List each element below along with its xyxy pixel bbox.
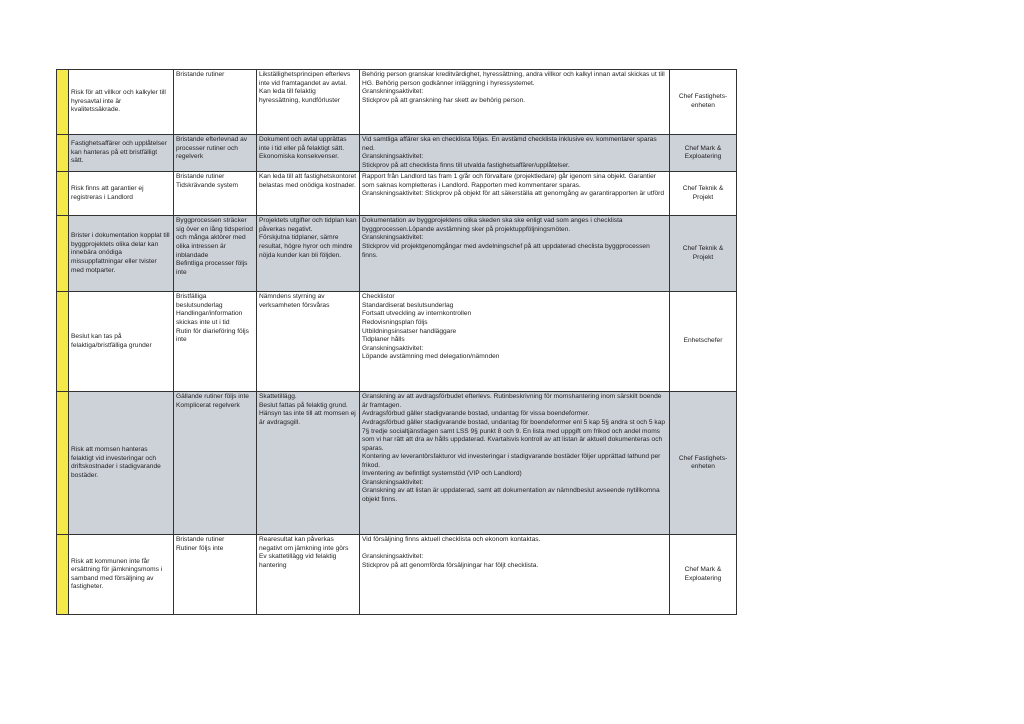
table-row (57, 135, 737, 172)
yellow-marker-cell (57, 172, 69, 216)
consequence-line: Beslut fattas på felaktig grund. (259, 401, 348, 409)
responsible-cell: Enhetschefer (670, 292, 737, 392)
risk-cell: Risk för att villkor och kalkyler till hyresavtal inte är kvalitetssäkrade. (69, 70, 174, 135)
cause-line: Rutin för diarieföring följs inte (176, 327, 249, 344)
consequence-line: Rearesultat kan påverkas negativt om jämkning inte görs (259, 536, 349, 552)
risk-cell: Brister i dokumentation kopplat till byggprojektets olika delar kan innebära onödiga missuppfattningar eller tvister med motparter. (69, 216, 174, 292)
consequence-line: Dokument och avtal upprättas inte i tid eller på felaktigt sätt. Ekonomiska konsekvenser. (259, 136, 347, 161)
table-row (57, 172, 737, 216)
cause-line: Befintliga processer följs inte (176, 260, 248, 276)
control-line: Checklistor (362, 293, 395, 301)
cause-cell (174, 135, 257, 172)
consequence-line: Nämndens styrning av verksamheten försvåras (259, 293, 330, 309)
control-line (362, 545, 667, 554)
consequence-line: Kan leda till felaktig hyressättning, kundförluster (259, 88, 340, 104)
table-row (57, 216, 737, 292)
table-row (57, 70, 737, 135)
control-line: Standardiserat beslutsunderlag (362, 301, 454, 309)
cause-cell (174, 535, 257, 615)
control-line: Inventering av befintligt systemstöd (VIP och Landlord) (362, 470, 522, 478)
control-cell (360, 216, 670, 292)
consequence-cell (257, 172, 360, 216)
risk-cell: Risk finns att garantier ej registreras i Landlord (69, 172, 174, 216)
responsible-cell: Chef Fastighets-enheten (670, 392, 737, 535)
control-line: Vid samtliga affärer ska en checklista följas. En avstämd checklista inklusive ev. kommentarer sparas ned. (362, 136, 657, 152)
control-line: Avdragsförbud gäller stadigvarande bostad, undantag för vissa boendeformer. (362, 410, 590, 418)
consequence-cell (257, 292, 360, 392)
cause-line: Byggprocessen sträcker sig över en lång tidsperiod och många aktörer med olika intressen är inblandade (176, 217, 253, 259)
control-cell (360, 172, 670, 216)
control-line: Granskningsaktivitet: Stickprov på objekt för att säkerställa att genomgång av garantirapporten är utförd (362, 190, 665, 198)
cause-line: Bristande efterlevnad av processer rutiner och regelverk (176, 136, 248, 161)
control-line: Granskningsaktivitet: (362, 344, 424, 352)
table-row (57, 292, 737, 392)
responsible-cell: Chef Teknik & Projekt (670, 216, 737, 292)
control-line: Tidplaner hålls (362, 336, 405, 344)
internal-control-table (56, 69, 737, 615)
cause-line: Tidskrävande system (176, 181, 239, 189)
control-line: Granskning av att listan är uppdaterad, samt att dokumentation av nämndbeslut avseende nytillkomna objekt finns. (362, 487, 660, 503)
control-line: Utbildningsinsatser handläggare (362, 327, 457, 335)
consequence-line: Förskjutna tidplaner, sämre resultat, högre hyror och mindre nöjda kunder kan bli följden. (259, 234, 353, 259)
consequence-line: Likställighetsprincipen efterlevs inte vid framtagandet av avtal. (259, 71, 351, 87)
control-line: Stickprov på att genomförda försäljningar har följt checklista. (362, 561, 539, 569)
control-line: Dokumentation av byggprojektens olika skeden ska ske enligt vad som anges i checklista byggprocessen.Löpande avstämning sker på projektuppföljningsmöten. (362, 217, 623, 233)
responsible-cell: Chef Mark & Exploatering (670, 135, 737, 172)
yellow-marker-cell (57, 216, 69, 292)
risk-cell: Risk att kommunen inte får ersättning för jämkningsmoms i samband med försäljning av fastigheter. (69, 535, 174, 615)
cause-line: Rutiner följs inte (176, 544, 224, 552)
consequence-line: Skattetillägg. (259, 393, 297, 401)
consequence-cell (257, 70, 360, 135)
control-line: Stickprov på att granskning har skett av behörig person. (362, 96, 526, 104)
control-cell (360, 70, 670, 135)
consequence-line: Hänsyn tas inte till att momsen ej är avdragsgill. (259, 410, 356, 426)
control-line: Redovisningsplan följs (362, 318, 428, 326)
cause-line: Gällande rutiner följs inte (176, 393, 249, 401)
consequence-cell (257, 392, 360, 535)
cause-line: Bristande rutiner (176, 536, 225, 544)
yellow-marker-cell (57, 535, 69, 615)
cause-cell (174, 292, 257, 392)
risk-cell: Fastighetsaffärer och upplåtelser kan hanteras på ett bristfälligt sätt. (69, 135, 174, 172)
responsible-cell: Chef Fastighets-enheten (670, 70, 737, 135)
control-line: Kontering av leverantörsfakturor vid investeringar i stadigvarande bostäder följer upprättad lathund per frikod. (362, 453, 661, 469)
consequence-line: Ev skattetillägg vid felaktig hantering (259, 553, 337, 569)
control-line: Vid försäljning finns aktuell checklista och ekonom kontaktas. (362, 536, 541, 544)
risk-cell: Risk att momsen hanteras felaktigt vid investeringar och driftskostnader i stadigvarande bostäder. (69, 392, 174, 535)
control-line: Granskningsaktivitet: (362, 88, 424, 96)
control-line: Fortsatt utveckling av internkontrollen (362, 310, 472, 318)
cause-line: Handlingar/information skickas inte ut i tid (176, 310, 243, 326)
cause-cell (174, 172, 257, 216)
control-line: Granskningsaktivitet: (362, 553, 424, 561)
control-line: Rapport från Landlord tas fram 1 g/år och förvaltare (projektledare) går igenom sina objekt. Garantier som saknas kompletteras i Landlord. Rapporten med kommentarer sparas. (362, 173, 656, 189)
cause-line: Bristande rutiner (176, 71, 225, 78)
control-cell (360, 135, 670, 172)
cause-line: Bristande rutiner (176, 173, 225, 181)
risk-cell: Beslut kan tas på felaktiga/bristfälliga grunder (69, 292, 174, 392)
control-line: Stickprov på att checklista finns till utvalda fastighetsaffärer/upplåtelser. (362, 161, 570, 169)
consequence-cell (257, 135, 360, 172)
cause-cell (174, 70, 257, 135)
control-line: Avdragsförbud gäller stadigvarande bostad, undantag för boendeformer enl 5 kap 5§ andra st och 5 kap 7§ tredje socialtjänstlagen samt LSS 9§ punkt 8 och 9. En lista med uppgift om frikod och andel moms som vi har rätt att dra av hålls uppdaterad. Kvartalsvis kontroll av att listan är aktuell dokumenteras och sparas. (362, 418, 666, 452)
cause-cell (174, 392, 257, 535)
control-line: Behörig person granskar kreditvärdighet, hyressättning, andra villkor och kalkyl innan avtal skickas ut till HG. Behörig person godkänner inläggning i hyressystemet. (362, 71, 665, 87)
responsible-cell: Chef Teknik & Projekt (670, 172, 737, 216)
cause-line: Komplicerat regelverk (176, 401, 240, 409)
table-row (57, 535, 737, 615)
control-line: Löpande avstämning med delegation/nämnden (362, 353, 500, 361)
control-line: Stickprov vid projektgenomgångar med avdelningschef på att uppdaterad checlista byggprocessen finns. (362, 242, 650, 259)
cause-line: Bristfälliga beslutsunderlag (176, 293, 223, 309)
control-line: Granskning av att avdragsförbudet efterlevs. Rutinbeskrivning för momshantering inom särskilt boende är framtagen. (362, 393, 662, 409)
control-line: Granskningsaktivitet: (362, 234, 424, 242)
control-cell (360, 392, 670, 535)
control-cell (360, 292, 670, 392)
cause-cell (174, 216, 257, 292)
table-row (57, 392, 737, 535)
responsible-cell: Chef Mark & Exploatering (670, 535, 737, 615)
yellow-marker-cell (57, 135, 69, 172)
control-cell (360, 535, 670, 615)
control-line: Granskningsaktivitet: (362, 478, 424, 486)
consequence-line: Projektets utgifter och tidplan kan påverkas negativt. (259, 217, 357, 233)
consequence-cell (257, 216, 360, 292)
consequence-cell (257, 535, 360, 615)
yellow-marker-cell (57, 70, 69, 135)
yellow-marker-cell (57, 292, 69, 392)
control-line: Granskningsaktivitet: (362, 153, 424, 161)
consequence-line: Kan leda till att fastighetskontoret belastas med onödiga kostnader. (259, 173, 357, 189)
yellow-marker-cell (57, 392, 69, 535)
